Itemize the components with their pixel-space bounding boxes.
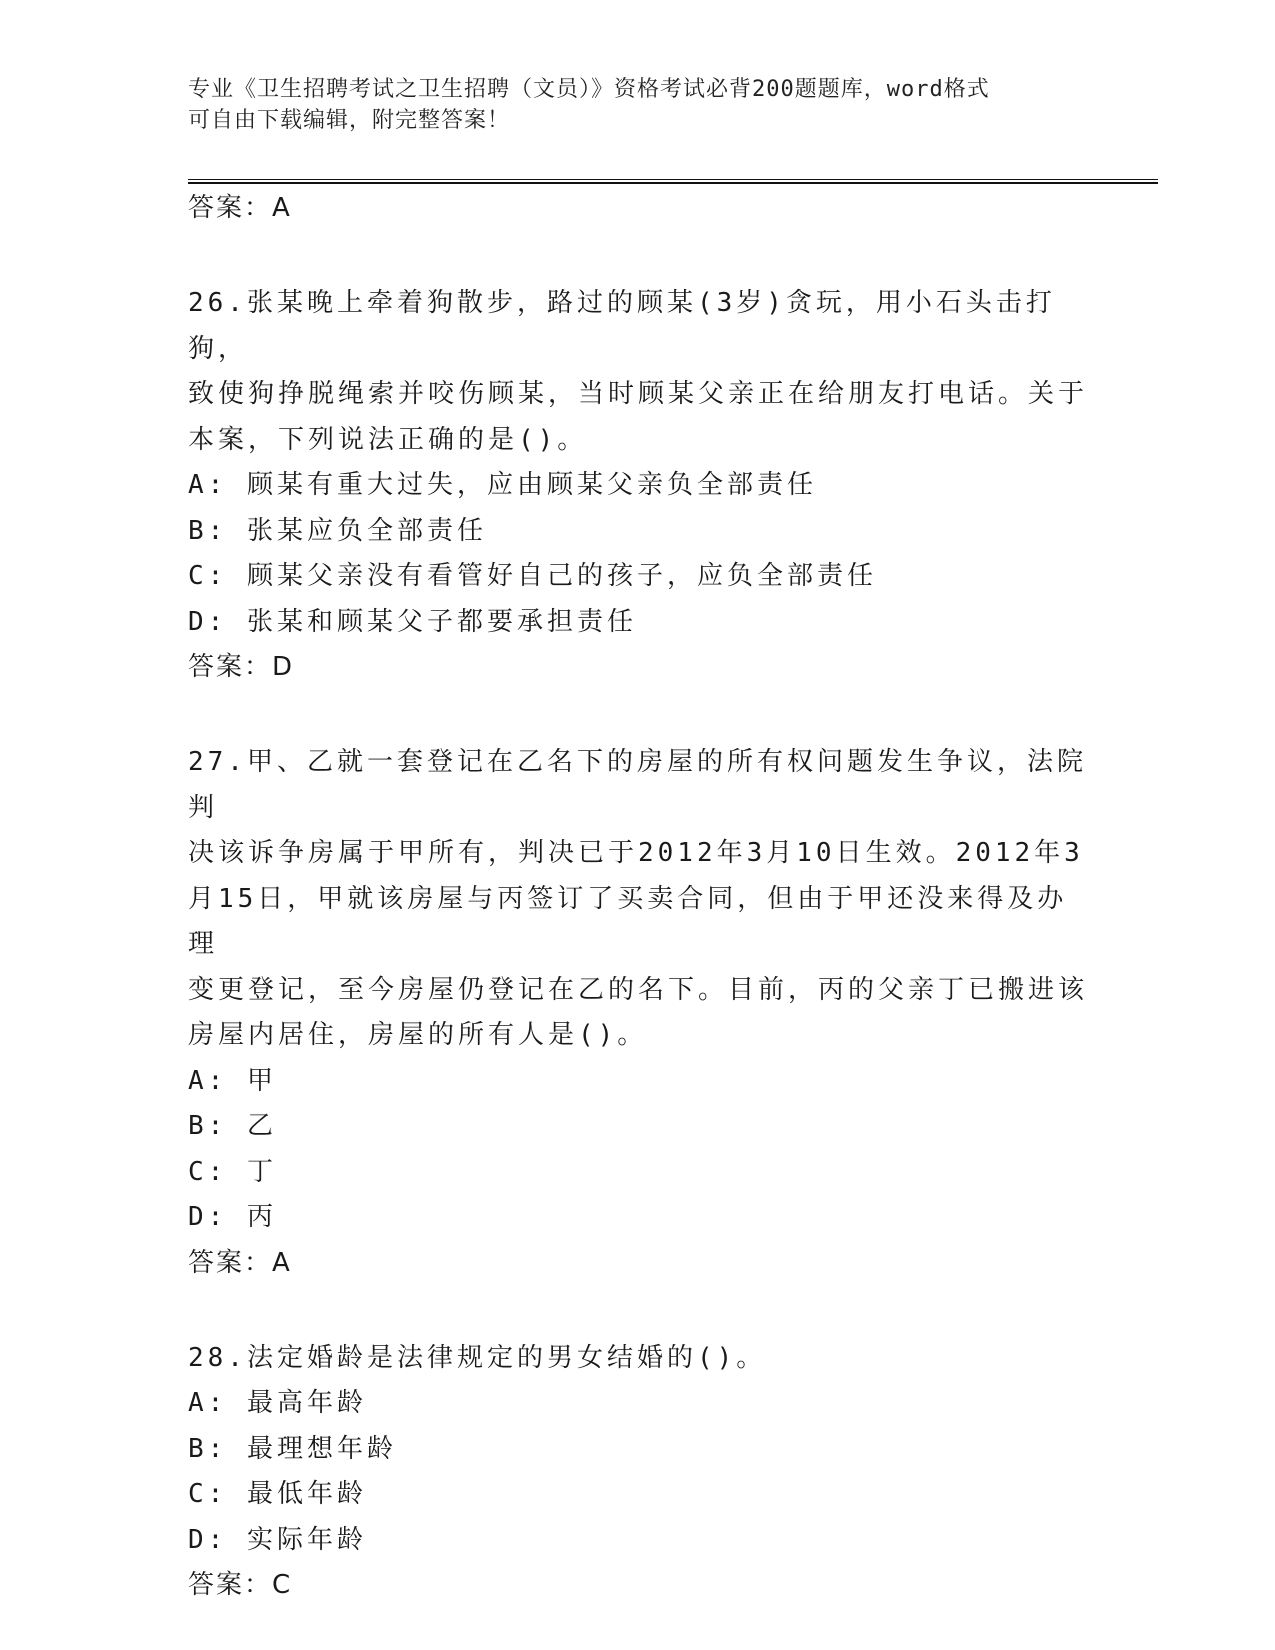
stem-line: 变更登记，至今房屋仍登记在乙的名下。目前，丙的父亲丁已搬进该 — [188, 974, 1089, 1005]
stem-line: 本案，下列说法正确的是()。 — [188, 424, 588, 455]
option-a: A: 最高年龄 — [188, 1388, 367, 1418]
question-28 — [188, 1336, 1088, 1609]
document-body — [188, 186, 1088, 1608]
option-c: C: 顾某父亲没有看管好自己的孩子，应负全部责任 — [188, 561, 877, 591]
question-stem — [188, 281, 1088, 463]
spacer — [188, 1286, 1088, 1336]
option-d: D: 实际年龄 — [188, 1524, 367, 1555]
header-line-2: 可自由下载编辑，附完整答案！ — [188, 108, 511, 133]
stem-line: 月15日，甲就该房屋与丙签订了买卖合同，但由于甲还没来得及办理 — [188, 883, 1068, 959]
option-b: B: 乙 — [188, 1111, 277, 1141]
spacer — [188, 690, 1088, 740]
option-d: D: 丙 — [188, 1202, 277, 1232]
answer-line: 答案：A — [188, 1247, 292, 1278]
answer-line: 答案：C — [188, 1570, 293, 1600]
option-a: A: 顾某有重大过失，应由顾某父亲负全部责任 — [188, 470, 817, 500]
stem-line: 28.法定婚龄是法律规定的男女结婚的()。 — [188, 1342, 767, 1373]
question-stem — [188, 1336, 1088, 1382]
question-stem — [188, 740, 1088, 1059]
option-d: D: 张某和顾某父子都要承担责任 — [188, 606, 637, 637]
stem-line: 27.甲、乙就一套登记在乙名下的房屋的所有权问题发生争议，法院判 — [188, 747, 1087, 823]
option-a: A: 甲 — [188, 1065, 277, 1096]
header-divider — [188, 179, 1158, 184]
stem-line: 决该诉争房属于甲所有，判决已于2012年3月10日生效。2012年3 — [188, 838, 1084, 868]
stem-line: 房屋内居住，房屋的所有人是()。 — [188, 1020, 648, 1050]
page-header — [188, 74, 1088, 136]
stem-line: 致使狗挣脱绳索并咬伤顾某，当时顾某父亲正在给朋友打电话。关于 — [188, 379, 1089, 409]
option-b: B: 张某应负全部责任 — [188, 515, 487, 546]
header-line-1: 专业《卫生招聘考试之卫生招聘（文员）》资格考试必背200题题库，word格式 — [188, 77, 990, 102]
answer-line: 答案：A — [188, 193, 292, 223]
answer-line: 答案：D — [188, 652, 295, 682]
option-c: C: 最低年龄 — [188, 1479, 367, 1509]
question-27 — [188, 740, 1088, 1286]
question-26 — [188, 281, 1088, 690]
spacer — [188, 231, 1088, 281]
stem-line: 26.张某晚上牵着狗散步，路过的顾某(3岁)贪玩，用小石头击打狗， — [188, 288, 1056, 364]
option-c: C: 丁 — [188, 1156, 277, 1187]
option-b: B: 最理想年龄 — [188, 1433, 397, 1464]
